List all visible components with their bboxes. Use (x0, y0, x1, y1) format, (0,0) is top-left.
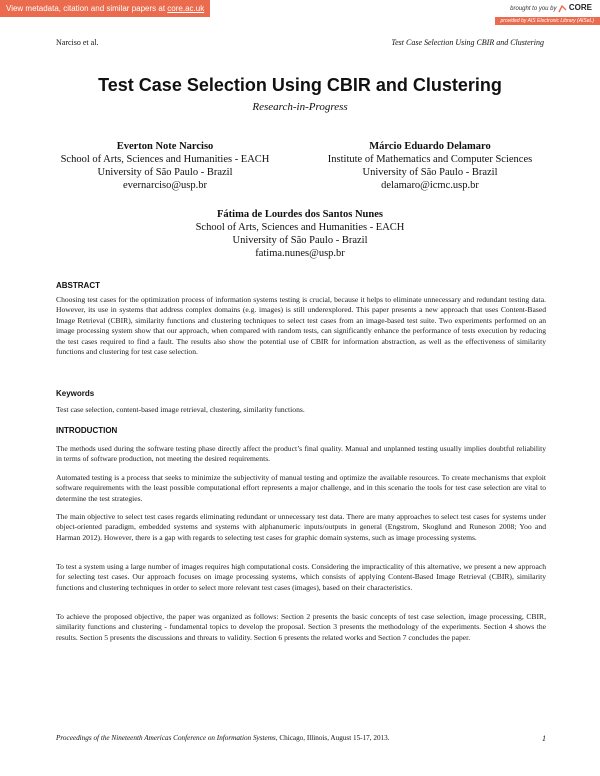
author-affiliation: Institute of Mathematics and Computer Sciences (327, 154, 533, 165)
author-affiliation: School of Arts, Sciences and Humanities - EACH (195, 222, 405, 233)
paper-title: Test Case Selection Using CBIR and Clustering (98, 75, 502, 95)
footer-proceedings: Proceedings of the Nineteenth Americas Conference on Information Systems, (56, 734, 278, 742)
running-header-right: Test Case Selection Using CBIR and Clustering (391, 38, 544, 47)
intro-paragraph: The main objective to select test cases regards eliminating redundant or unnecessary test data. There are many approaches to select test cases for systems under object-oriented paradigm, embedded systems and systems with alphanumeric inputs/outputs in general (Engstrom, Skoglund and Runeson 2008; Yoo and Harman 2012). However, there is a gap with regards to selecting test cases for graphic domain systems, such as image processing systems. (56, 512, 546, 542)
footer-location: Chicago, Illinois, August 15-17, 2013. (279, 734, 390, 742)
author-university: University of São Paulo - Brazil (97, 167, 233, 178)
core-logo-icon (558, 4, 567, 13)
author-name: Everton Note Narciso (116, 141, 214, 152)
core-metadata-link[interactable] (0, 0, 210, 17)
intro-paragraph: To achieve the proposed objective, the paper was organized as follows: Section 2 presents the basic concepts of test case selection, image processing, CBIR, similarity functions and clustering - fundamental topics to develop the proposal. Section 3 presents the methodology of the experiments. Section 4 shows the results. Section 5 presents the discussions and threats to validity. Section 6 presents the related works and Section 7 concludes the paper. (56, 612, 546, 642)
author-university: University of São Paulo - Brazil (232, 235, 368, 246)
author-email: delamaro@icmc.usp.br (381, 180, 479, 191)
intro-paragraph: Automated testing is a process that seeks to minimize the subjectivity of manual testing and optimize the available resources. To create mechanisms that exploit software requirements with the least possible computational effort represents a major challenge, and in this scenario the tools for test case selection are vital to determine the test strategies. (56, 473, 546, 503)
author-email: fatima.nunes@usp.br (255, 248, 345, 259)
core-brand-name: CORE (568, 3, 592, 12)
introduction-heading: INTRODUCTION (56, 426, 118, 435)
paper-subtitle: Research-in-Progress (252, 101, 348, 113)
author-name: Márcio Eduardo Delamaro (369, 141, 491, 152)
author-name: Fátima de Lourdes dos Santos Nunes (217, 209, 383, 220)
abstract-text: Choosing test cases for the optimization process of information systems testing is crucial, because it helps to eliminate unnecessary and redundant testing data. However, its use in systems that address complex domains (e.g. images) is still underexplored. This paper presents a new approach that uses Content-Based Image Retrieval (CBIR), similarity functions and clustering techniques to select test cases from an image-based test suite. Two experiments performed on an image processing system show that our approach, when compared with random tests, can significantly enhance the performance of tests execution by reducing the test cases required to find a fault. The results also show the potential use of CBIR for information abstraction, as well as the effectiveness of similarity functions and clustering for test case selection. (56, 295, 546, 357)
core-link-prefix: View metadata, citation and similar papers at (6, 4, 168, 13)
keywords-text: Test case selection, content-based image retrieval, clustering, similarity functions. (56, 405, 305, 414)
author-block (150, 208, 450, 260)
abstract-heading: ABSTRACT (56, 281, 100, 290)
footer-citation (56, 734, 390, 742)
running-header-left (56, 38, 98, 47)
core-brand[interactable] (510, 3, 592, 13)
keywords-heading: Keywords (56, 389, 95, 398)
page-number: 1 (542, 734, 546, 743)
author-university: University of São Paulo - Brazil (362, 167, 498, 178)
core-provided-by[interactable]: provided by AIS Electronic Library (AISeL) (495, 17, 600, 25)
intro-paragraph: To test a system using a large number of images requires high computational costs. Considering the impracticality of this alternative, we present a new approach for selecting test cases. Our approach focuses on image processing systems, which consists of applying Content-Based Image Retrieval (CBIR), similarity functions and clustering techniques in order to select more relevant test cases (images), based on their characteristics. (56, 562, 546, 592)
author-block (50, 140, 280, 192)
core-link-site[interactable]: core.ac.uk (167, 4, 205, 13)
author-email: evernarciso@usp.br (122, 180, 207, 191)
author-block (305, 140, 555, 192)
running-header-authors: Narciso et al. (56, 38, 99, 47)
author-affiliation: School of Arts, Sciences and Humanities - EACH (60, 154, 270, 165)
intro-paragraph: The methods used during the software testing phase directly affect the product’s final quality. Manual and unplanned testing usually implies doubtful reliability in terms of software production, not meeting the desired requirements. (56, 444, 546, 464)
core-brought-by: brought to you by (510, 6, 557, 12)
